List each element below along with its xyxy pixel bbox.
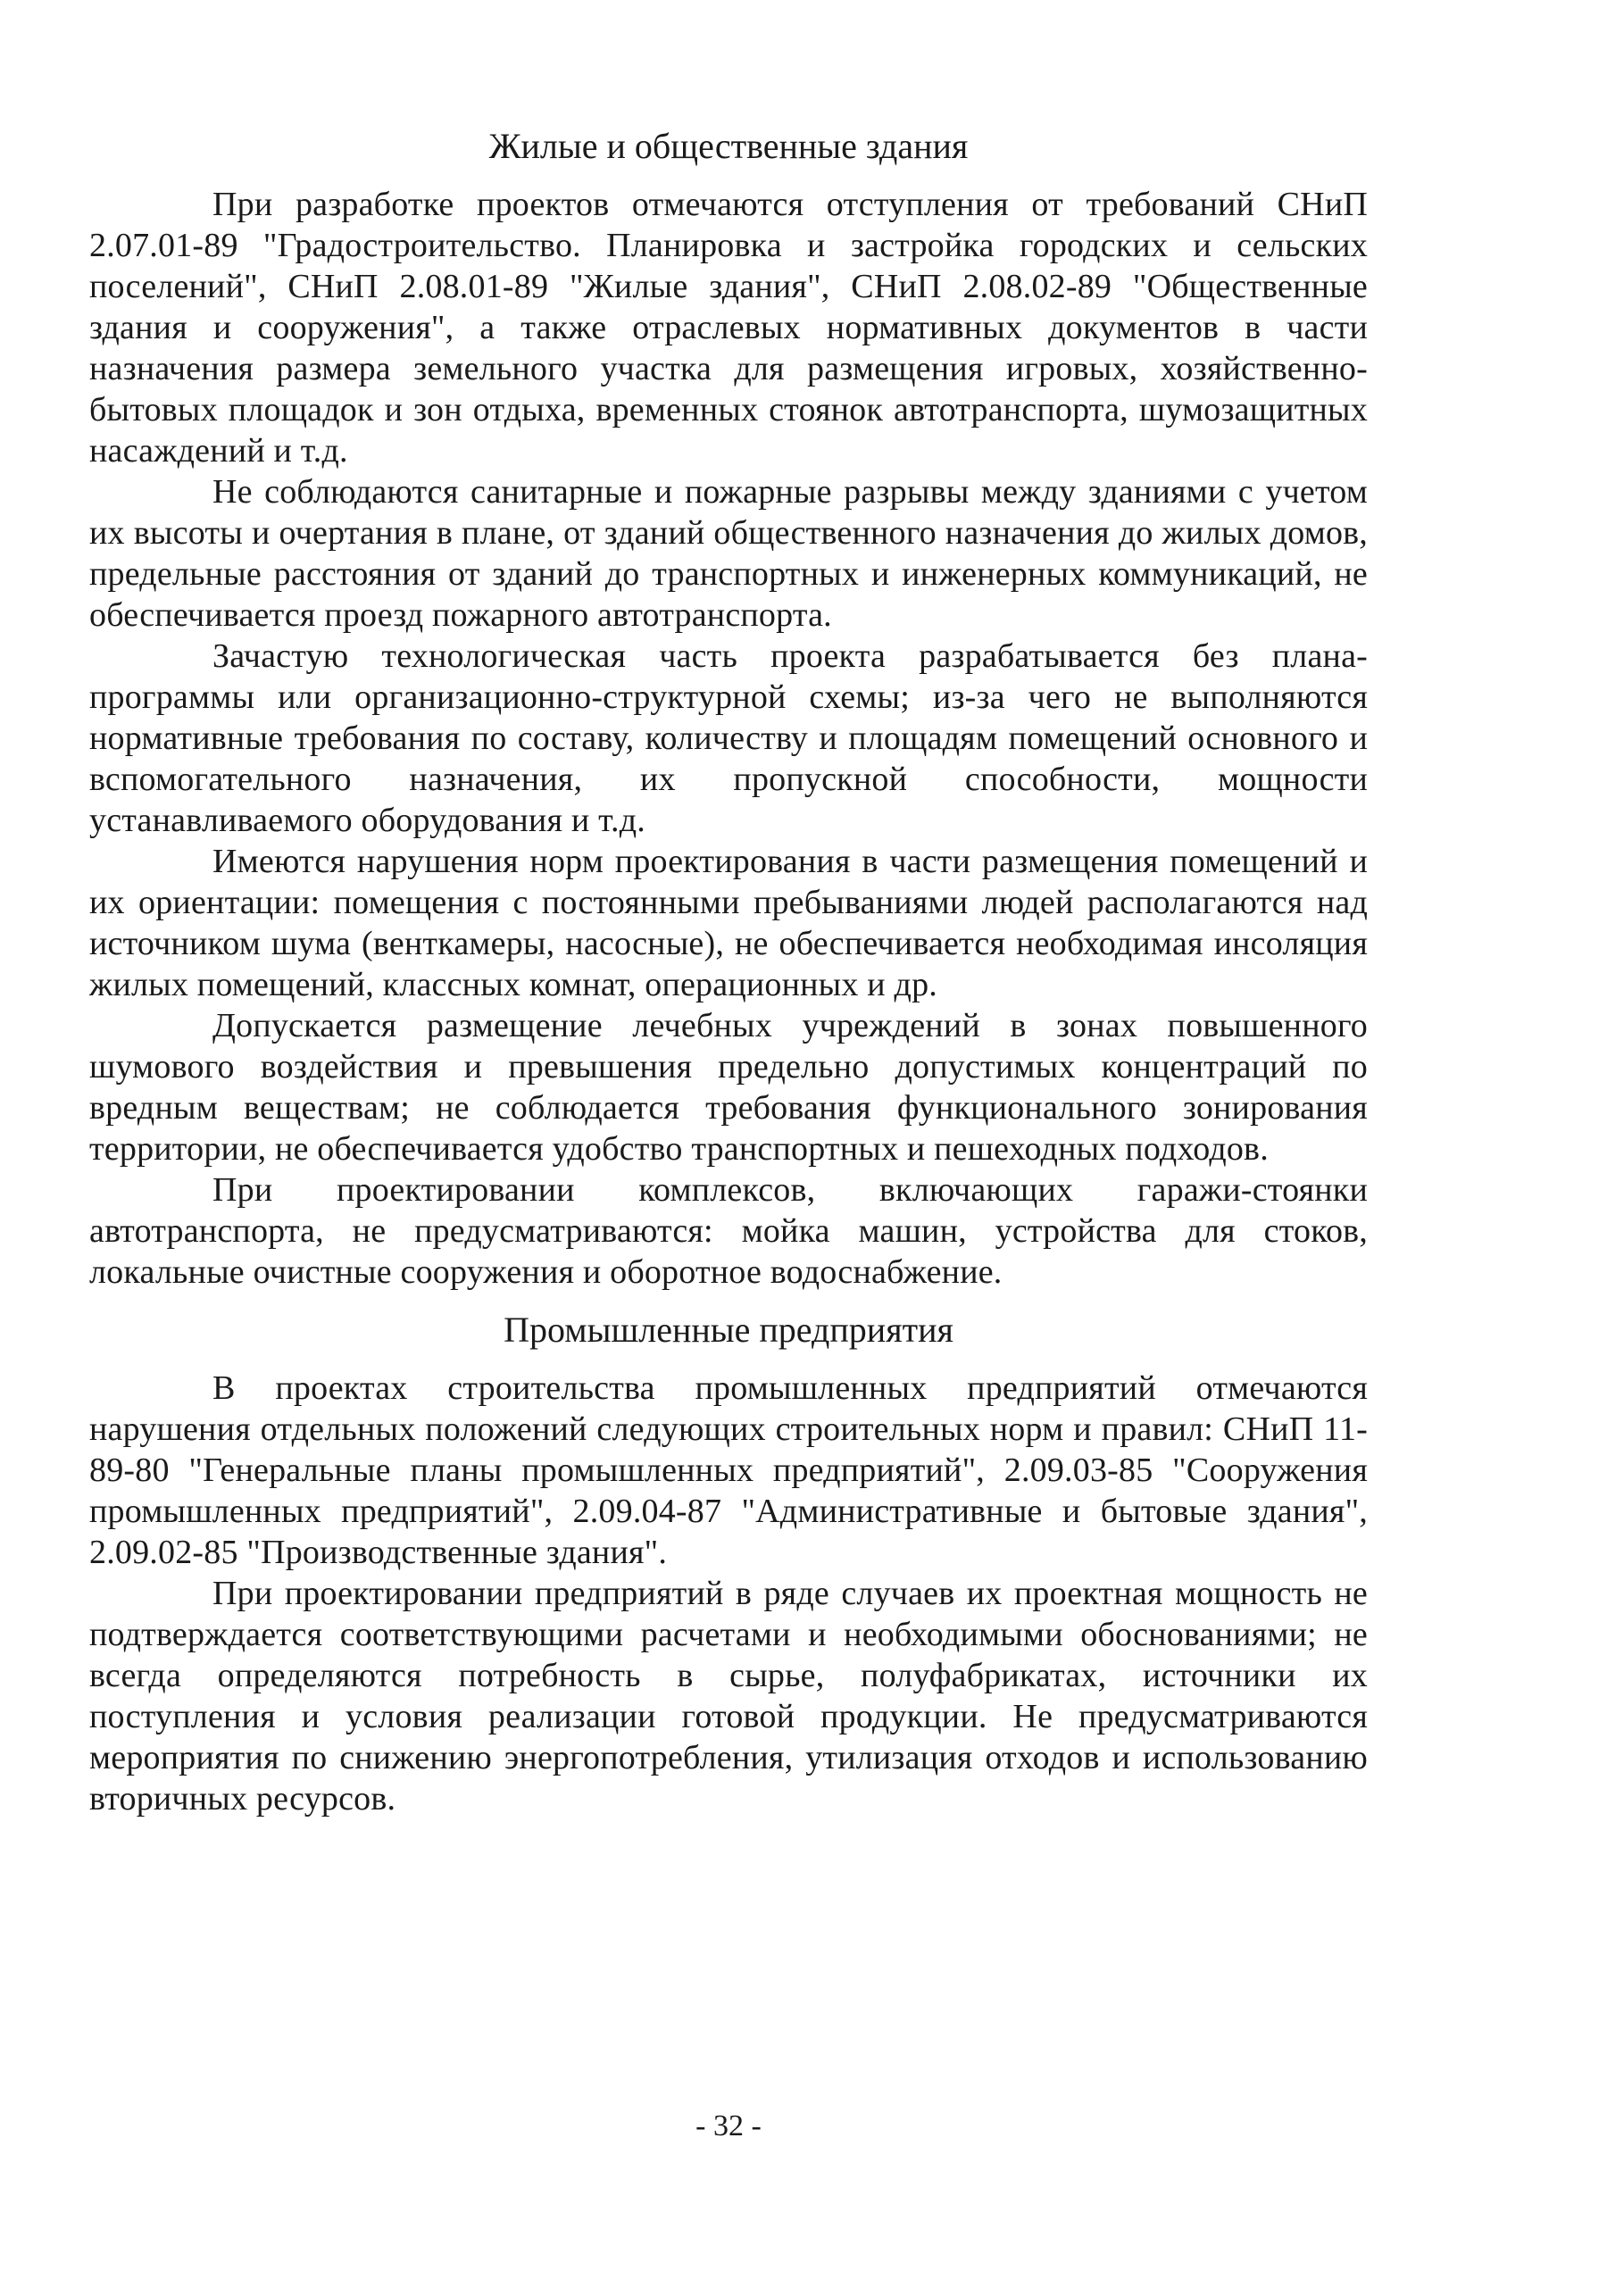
document-page bbox=[89, 125, 1368, 2250]
paragraph: При проектировании комплексов, включающих гаражи-стоянки автотранспорта, не предусматриваются: мойка машин, устройства для стоков, локальные очистные сооружения и оборотное водоснабжение. bbox=[89, 1171, 1368, 1291]
paragraph: При проектировании предприятий в ряде случаев их проектная мощность не подтверждается соответствующими расчетами и необходимыми обоснованиями; не всегда определяются потребность в сырье, полуфабрикатах, источники их поступления и условия реализации готовой продукции. Не предусматриваются мероприятия по снижению энергопотребления, утилизация отходов и использованию вторичных ресурсов. bbox=[89, 1575, 1368, 1818]
paragraph: В проектах строительства промышленных предприятий отмечаются нарушения отдельных положений следующих строительных норм и правил: СНиП 11-89-80 "Генеральные планы промышленных предприятий", 2.09.03-85 "Сооружения промышленных предприятий", 2.09.04-87 "Административные и бытовые здания", 2.09.02-85 "Производственные здания". bbox=[89, 1369, 1368, 1571]
paragraph: При разработке проектов отмечаются отступления от требований СНиП 2.07.01-89 "Градостроительство. Планировка и застройка городских и сельских поселений", СНиП 2.08.01-89 "Жилые здания", СНиП 2.08.02-89 "Общественные здания и сооружения", а также отраслевых нормативных документов в части назначения размера земельного участка для размещения игровых, хозяйственно-бытовых площадок и зон отдыха, временных стоянок автотранспорта, шумозащитных насаждений и т.д. bbox=[89, 186, 1368, 470]
page-number: - 32 - bbox=[695, 2109, 762, 2142]
section-title-industrial: Промышленные предприятия bbox=[504, 1310, 953, 1350]
paragraph: Не соблюдаются санитарные и пожарные разрывы между зданиями с учетом их высоты и очертания в плане, от зданий общественного назначения до жилых домов, предельные расстояния от зданий до транспортных и инженерных коммуникаций, не обеспечивается проезд пожарного автотранспорта. bbox=[89, 473, 1368, 634]
paragraph: Имеются нарушения норм проектирования в части размещения помещений и их ориентации: помещения с постоянными пребываниями людей располагаются над источником шума (венткамеры, насосные), не обеспечивается необходимая инсоляция жилых помещений, классных комнат, операционных и др. bbox=[89, 843, 1368, 1003]
paragraph: Зачастую технологическая часть проекта разрабатывается без плана-программы или организационно-структурной схемы; из-за чего не выполняются нормативные требования по составу, количеству и площадям помещений основного и вспомогательного назначения, их пропускной способности, мощности устанавливаемого оборудования и т.д. bbox=[89, 637, 1368, 839]
paragraph: Допускается размещение лечебных учреждений в зонах повышенного шумового воздействия и превышения предельно допустимых концентраций по вредным веществам; не соблюдается требования функционального зонирования территории, не обеспечивается удобство транспортных и пешеходных подходов. bbox=[89, 1007, 1368, 1168]
section-title-residential: Жилые и общественные здания bbox=[488, 126, 969, 166]
